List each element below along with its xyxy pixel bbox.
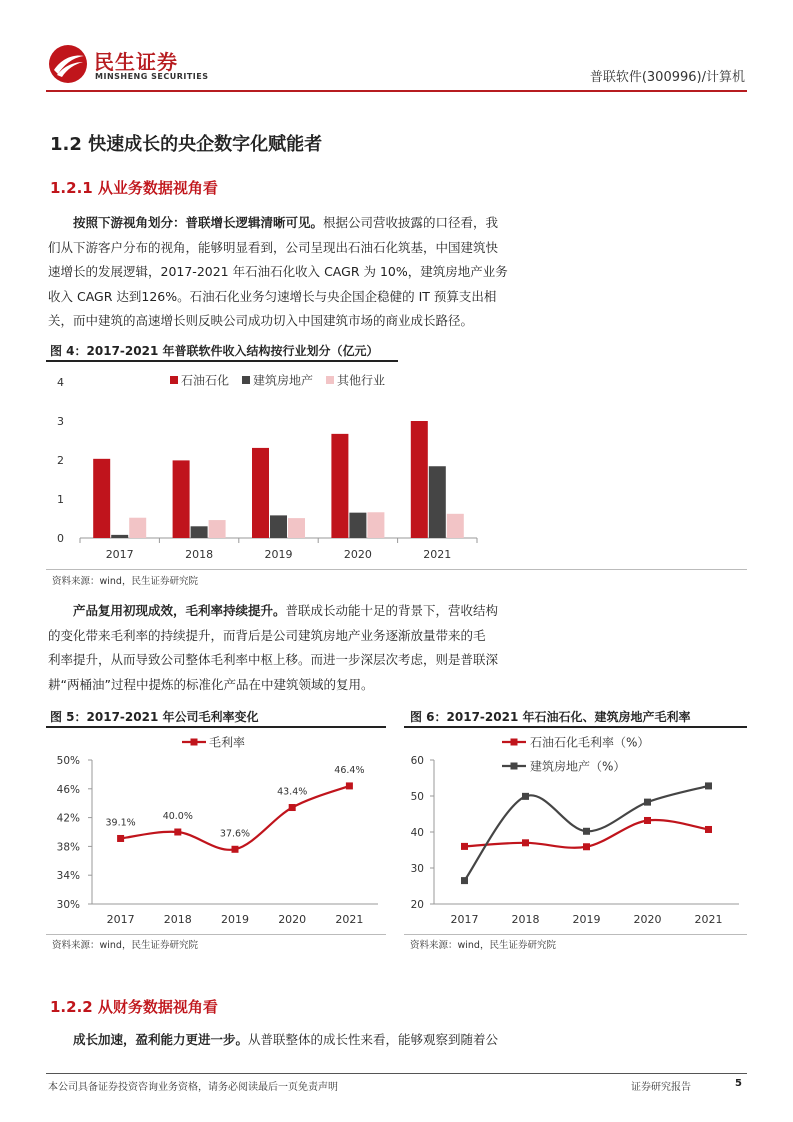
data-point-2020 bbox=[644, 799, 651, 806]
x-tick-label: 2020 bbox=[343, 548, 372, 561]
figure-6-title: 图 6：2017-2021 年石油石化、建筑房地产毛利率 bbox=[410, 710, 691, 724]
page-number: 5 bbox=[735, 1078, 742, 1089]
report-subject: 普联软件(300996)/计算机 bbox=[589, 70, 745, 85]
legend-label: 石油石化毛利率（%） bbox=[530, 735, 650, 750]
y-tick-label: 30% bbox=[56, 899, 80, 911]
paragraph-line bbox=[48, 599, 745, 624]
data-label: 39.1% bbox=[105, 817, 136, 829]
bar-2017-其他行业 bbox=[129, 518, 146, 538]
data-point-2021 bbox=[705, 826, 712, 833]
figure-5-source: 资料来源：wind，民生证券研究院 bbox=[52, 940, 198, 951]
paragraph-line: 耕“两桶油”过程中提炼的标准化产品在中建筑领域的复用。 bbox=[48, 676, 374, 692]
data-label: 37.6% bbox=[219, 828, 251, 840]
bar-2021-建筑房地产 bbox=[429, 466, 446, 538]
bar-2018-石油石化 bbox=[173, 460, 190, 538]
paragraph-line bbox=[48, 211, 745, 236]
paragraph-line: 利率提升，从而导致公司整体毛利率中枢上移。而进一步深层次考虑，则是普联深 bbox=[48, 652, 499, 667]
figure-4-title-rule bbox=[46, 360, 398, 362]
legend-swatch bbox=[170, 376, 178, 384]
section-title: 1.2 快速成长的央企数字化赋能者 bbox=[50, 134, 323, 155]
figure-6-source-rule bbox=[404, 934, 747, 935]
figure-4-bar-chart bbox=[46, 364, 747, 568]
data-point-2018 bbox=[522, 793, 529, 800]
data-label: 40.0% bbox=[162, 811, 193, 822]
data-point-2020 bbox=[644, 817, 651, 824]
y-tick-label: 40 bbox=[410, 827, 424, 839]
figure-4-source-rule bbox=[46, 569, 747, 570]
x-tick-label: 2017 bbox=[106, 913, 135, 926]
bar-2017-石油石化 bbox=[93, 459, 110, 538]
y-tick-label: 38% bbox=[56, 841, 80, 854]
x-tick-label: 2018 bbox=[185, 548, 214, 561]
paragraph-line: 速增长的发展逻辑，2017-2021 年石油石化收入 CAGR 为 10%，建筑房地产业务 bbox=[48, 264, 508, 279]
minsheng-logo-icon bbox=[48, 44, 88, 84]
data-point-2021 bbox=[346, 782, 353, 789]
data-label: 46.4% bbox=[334, 764, 365, 776]
header-divider bbox=[46, 90, 747, 92]
figure-6-source: 资料来源：wind，民生证券研究院 bbox=[410, 940, 556, 951]
paragraph-text: 从普联整体的成长性来看，能够观察到随着公 bbox=[248, 1032, 499, 1047]
bar-2021-石油石化 bbox=[411, 421, 428, 538]
legend-label: 其他行业 bbox=[337, 373, 386, 388]
legend-marker bbox=[191, 739, 198, 746]
brand-name-cn: 民生证券 bbox=[94, 50, 178, 74]
x-tick-label: 2018 bbox=[163, 913, 192, 926]
data-label: 43.4% bbox=[277, 786, 308, 798]
subsection-title-financial: 1.2.2 从财务数据视角看 bbox=[50, 998, 218, 1016]
brand-name-en: MINSHENG SECURITIES bbox=[95, 72, 209, 81]
y-tick-label: 0 bbox=[57, 532, 64, 545]
figure-6-title-rule bbox=[404, 726, 747, 728]
bar-2018-其他行业 bbox=[209, 520, 226, 538]
y-tick-label: 50 bbox=[410, 791, 424, 803]
legend-swatch bbox=[326, 376, 334, 384]
figure-5-source-rule bbox=[46, 934, 386, 935]
legend-marker bbox=[511, 739, 518, 746]
data-point-2021 bbox=[705, 782, 712, 789]
x-tick-label: 2019 bbox=[221, 913, 249, 926]
x-tick-label: 2021 bbox=[423, 548, 452, 561]
legend-label: 建筑房地产（%） bbox=[530, 759, 626, 774]
paragraph-lead: 产品复用初现成效，毛利率持续提升。 bbox=[73, 603, 286, 618]
paragraph-text: 普联成长动能十足的背景下，营收结构 bbox=[285, 603, 499, 618]
bar-2018-建筑房地产 bbox=[191, 526, 208, 538]
legend-label: 建筑房地产 bbox=[253, 373, 314, 388]
y-tick-label: 20 bbox=[410, 899, 424, 911]
data-point-2018 bbox=[174, 829, 181, 836]
y-tick-label: 42% bbox=[56, 812, 80, 825]
legend-label: 毛利率 bbox=[209, 735, 246, 750]
figure-6-line-chart bbox=[404, 730, 747, 930]
y-tick-label: 30 bbox=[410, 863, 424, 875]
subsection-title-business: 1.2.1 从业务数据视角看 bbox=[50, 179, 218, 197]
bar-2020-其他行业 bbox=[367, 512, 384, 538]
bar-2019-建筑房地产 bbox=[270, 515, 287, 538]
figure-5-line-chart bbox=[46, 730, 386, 930]
legend-label: 石油石化 bbox=[181, 373, 230, 388]
legend-swatch bbox=[242, 376, 250, 384]
data-point-2019 bbox=[232, 846, 239, 853]
y-tick-label: 2 bbox=[57, 454, 64, 467]
paragraph-lead: 按照下游视角划分：普联增长逻辑清晰可见。 bbox=[73, 215, 324, 230]
data-point-2017 bbox=[461, 843, 468, 850]
x-tick-label: 2017 bbox=[450, 913, 479, 926]
figure-4-source: 资料来源：wind，民生证券研究院 bbox=[52, 576, 198, 587]
figure-4-title: 图 4：2017-2021 年普联软件收入结构按行业划分（亿元） bbox=[50, 344, 379, 358]
paragraph-growth bbox=[48, 1028, 745, 1053]
bar-2019-其他行业 bbox=[288, 518, 305, 538]
x-tick-label: 2020 bbox=[633, 913, 662, 926]
x-tick-label: 2018 bbox=[511, 913, 540, 926]
y-tick-label: 1 bbox=[57, 493, 64, 506]
figure-5-title: 图 5：2017-2021 年公司毛利率变化 bbox=[50, 710, 259, 724]
data-point-2019 bbox=[583, 828, 590, 835]
paragraph-line: 们从下游客户分布的视角，能够明显看到，公司呈现出石油石化筑基，中国建筑快 bbox=[48, 239, 499, 255]
paragraph-line: 的变化带来毛利率的持续提升，而背后是公司建筑房地产业务逐渐放量带来的毛 bbox=[48, 627, 486, 643]
paragraph-line bbox=[48, 1028, 745, 1053]
footer-disclaimer: 本公司具备证券投资咨询业务资格，请务必阅读最后一页免责声明 bbox=[48, 1082, 338, 1093]
footer-divider bbox=[46, 1073, 747, 1074]
paragraph-line: 关，而中建筑的高速增长则反映公司成功切入中国建筑市场的商业成长路径。 bbox=[48, 313, 474, 328]
paragraph-downstream bbox=[48, 211, 745, 334]
data-point-2017 bbox=[461, 877, 468, 884]
paragraph-text: 根据公司营收披露的口径看，我 bbox=[323, 215, 499, 230]
y-tick-label: 50% bbox=[56, 755, 80, 767]
data-point-2018 bbox=[522, 839, 529, 846]
data-point-2017 bbox=[117, 835, 124, 842]
x-tick-label: 2019 bbox=[264, 548, 293, 561]
data-point-2020 bbox=[289, 804, 296, 811]
y-tick-label: 60 bbox=[410, 755, 424, 767]
bar-2017-建筑房地产 bbox=[111, 535, 128, 538]
data-point-2019 bbox=[583, 843, 590, 850]
figure-5-title-rule bbox=[46, 726, 386, 728]
x-tick-label: 2019 bbox=[572, 913, 601, 926]
legend-marker bbox=[511, 763, 518, 770]
y-tick-label: 4 bbox=[57, 376, 64, 389]
x-tick-label: 2020 bbox=[278, 913, 307, 926]
bar-2019-石油石化 bbox=[252, 448, 269, 538]
footer-report-type: 证券研究报告 bbox=[631, 1082, 691, 1093]
y-tick-label: 3 bbox=[57, 415, 64, 428]
series-line-毛利率 bbox=[121, 786, 350, 850]
bar-2021-其他行业 bbox=[447, 514, 464, 538]
paragraph-gross-margin bbox=[48, 599, 745, 697]
bar-2020-石油石化 bbox=[331, 434, 348, 538]
y-tick-label: 34% bbox=[56, 870, 80, 883]
x-tick-label: 2021 bbox=[694, 913, 723, 926]
bar-2020-建筑房地产 bbox=[349, 513, 366, 538]
paragraph-lead: 成长加速，盈利能力更进一步。 bbox=[73, 1032, 249, 1047]
x-tick-label: 2021 bbox=[335, 913, 364, 926]
x-tick-label: 2017 bbox=[105, 548, 134, 561]
paragraph-line: 收入 CAGR 达到126%。石油石化业务匀速增长与央企国企稳健的 IT 预算支出相 bbox=[48, 288, 497, 304]
y-tick-label: 46% bbox=[56, 783, 80, 796]
